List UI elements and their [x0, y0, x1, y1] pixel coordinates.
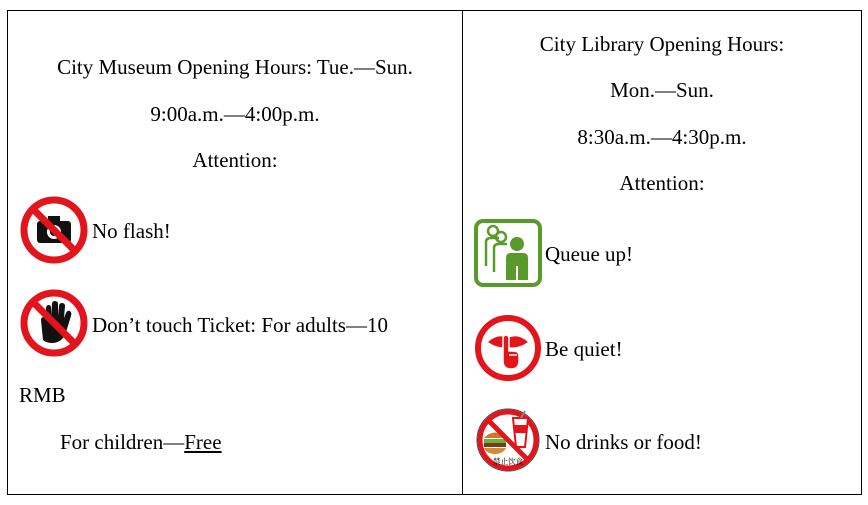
no-touch-icon — [19, 288, 89, 358]
museum-hours-line: City Museum Opening Hours: Tue.—Sun. — [57, 55, 413, 79]
children-ticket-prefix: For children— — [60, 430, 185, 454]
library-hours-title: City Library Opening Hours: — [539, 32, 785, 56]
museum-children-ticket — [60, 430, 222, 454]
museum-rule-no-flash: No flash! — [92, 219, 171, 243]
library-time: 8:30a.m.—4:30p.m. — [577, 125, 747, 149]
queue-icon — [473, 218, 543, 288]
museum-ticket-currency: RMB — [19, 383, 66, 407]
museum-attention: Attention: — [192, 148, 278, 172]
children-ticket-value: Free — [184, 430, 222, 454]
library-days: Mon.—Sun. — [610, 78, 714, 102]
library-rule-no-food: No drinks or food! — [545, 430, 702, 454]
no-food-sign-text: 禁止饮食 — [493, 457, 523, 466]
library-attention: Attention: — [619, 171, 705, 195]
museum-rule-no-touch: Don’t touch Ticket: For adults—10 — [92, 313, 388, 337]
quiet-icon — [473, 313, 543, 383]
museum-time: 9:00a.m.—4:00p.m. — [150, 102, 320, 126]
no-camera-icon — [19, 195, 89, 265]
library-rule-queue: Queue up! — [545, 242, 634, 266]
library-rule-quiet: Be quiet! — [545, 337, 623, 361]
no-food-icon — [473, 405, 543, 475]
